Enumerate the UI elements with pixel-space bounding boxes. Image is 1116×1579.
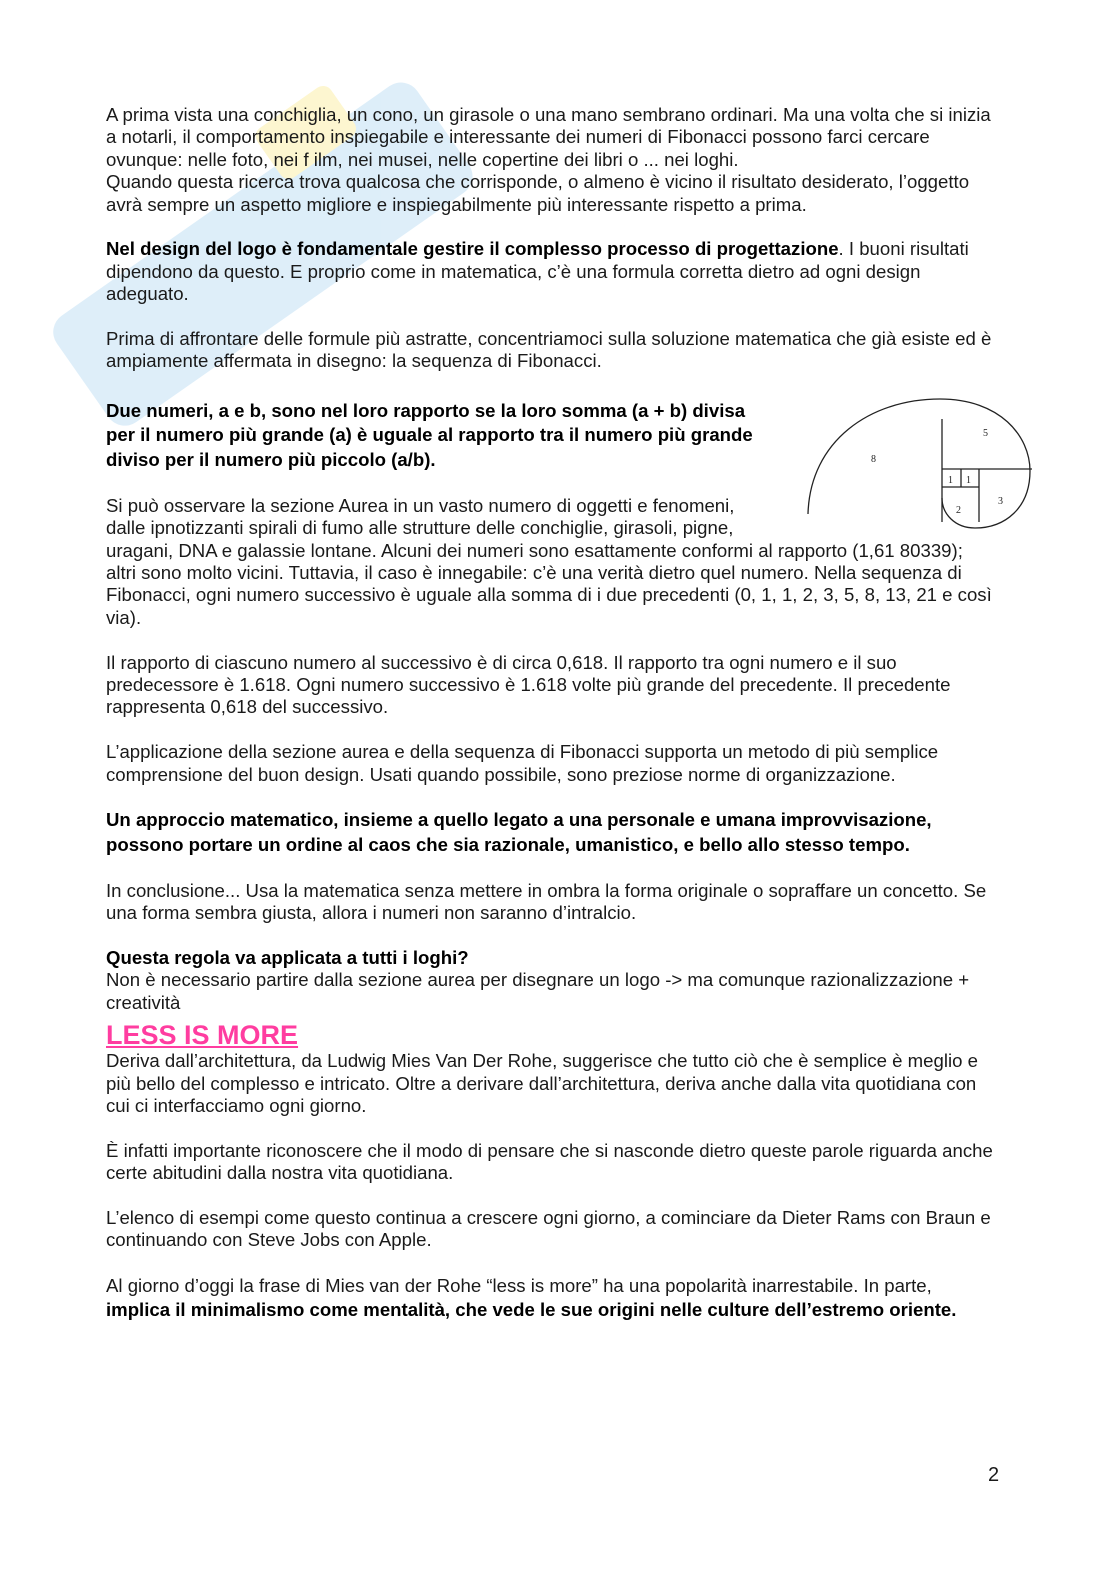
bold-text: Due numeri, a e b, sono nel loro rapporto se la loro somma (a + b) divisa per il numero più grande (a) è uguale al rapporto tra il numero più grande diviso per il numero più piccolo (a/b). (106, 399, 753, 470)
paragraph: L’elenco di esempi come questo continua a crescere ogni giorno, a cominciare da Dieter Rams con Braun e continuando con Steve Jobs con Apple. (106, 1207, 991, 1251)
spiral-label-1b: 1 (966, 475, 971, 486)
paragraph: L’applicazione della sezione aurea e della sequenza di Fibonacci supporta un metodo di più semplice comprensione del buon design. Usati quando possibile, sono preziose norme di organizzazione. (106, 741, 939, 785)
spiral-label-2: 2 (956, 505, 961, 516)
paragraph-heading (106, 947, 996, 969)
paragraph (106, 1274, 996, 1322)
paragraph (106, 238, 996, 305)
paragraph: Deriva dall’architettura, da Ludwig Mies Van Der Rohe, suggerisce che tutto ciò che è semplice è meglio e più bello del complesso e intricato. Oltre a derivare dall’architettura, deriva anche dalla vita quotidiana con cui ci interfacciamo ogni giorno. (106, 1050, 978, 1116)
paragraph (106, 808, 996, 857)
paragraph: Il rapporto di ciascuno numero al successivo è di circa 0,618. Il rapporto tra ogni numero e il suo predecessore è 1.618. Ogni numero successivo è 1.618 volte più grande del precedente. Il precedente rappresenta 0,618 del successivo. (106, 651, 951, 718)
text: . I buoni risultati dipendono da questo. E proprio come in matematica, c’è una formula corretta dietro ad ogni design adeguato. (106, 238, 969, 305)
page-number: 2 (988, 1464, 1000, 1486)
paragraph: A prima vista una conchiglia, un cono, un girasole o una mano sembrano ordinari. Ma una volta che si inizia a notarli, il comportamento inspiegabile e interessante dei numeri di Fibonacci possono farci cercare ovunque: nelle foto, nei f ilm, nei musei, nelle copertine dei libri o ... nei loghi. (106, 104, 991, 170)
figure-spacer (760, 399, 996, 529)
spiral-label-5: 5 (983, 428, 988, 439)
bold-text: Nel design del logo è fondamentale gestire il complesso processo di progettazione (106, 238, 839, 260)
spiral-label-1a: 1 (948, 475, 953, 486)
spiral-label-3: 3 (998, 496, 1003, 507)
text: Al giorno d’oggi la frase di Mies van der Rohe “less is more” ha una popolarità inarrestabile. In parte, (106, 1275, 932, 1297)
document-body (106, 104, 996, 1345)
paragraph: In conclusione... Usa la matematica senza mettere in ombra la forma originale o sopraffare un concetto. Se una forma sembra giusta, allora i numeri non saranno d’intralcio. (106, 879, 987, 924)
paragraph: È infatti importante riconoscere che il modo di pensare che si nasconde dietro queste parole riguarda anche certe abitudini dalla nostra vita quotidiana. (106, 1139, 993, 1184)
paragraph: Si può osservare la sezione Aurea in un vasto numero di oggetti e fenomeni, dalle ipnotizzanti spirali di fumo alle strutture delle conchiglie, girasoli, pigne, uragani, DNA e galassie lontane. Alcuni dei numeri sono esattamente conformi al rapporto (1,61 80339); altri sono molto vicini. Tuttavia, il caso è innegabile: c’è una verità dietro quel numero. Nella sequenza di Fibonacci, ogni numero successivo è uguale alla somma di i due precedenti (0, 1, 1, 2, 3, 5, 8, 13, 21 e così via). (106, 494, 992, 628)
paragraph: Non è necessario partire dalla sezione aurea per disegnare un logo -> ma comunque razionalizzazione + creatività (106, 969, 970, 1013)
spiral-label-8: 8 (871, 454, 876, 465)
paragraph: Prima di affrontare delle formule più astratte, concentriamoci sulla soluzione matematica che già esiste ed è ampiamente affermata in disegno: la sequenza di Fibonacci. (106, 328, 992, 372)
bold-text: implica il minimalismo come mentalità, che vede le sue origini nelle culture dell’estremo oriente. (106, 1299, 957, 1321)
bold-text: Questa regola va applicata a tutti i loghi? (106, 946, 469, 968)
section-heading: LESS IS MORE (106, 1020, 299, 1051)
paragraph: Quando questa ricerca trova qualcosa che corrisponde, o almeno è vicino il risultato desiderato, l’oggetto avrà sempre un aspetto migliore e inspiegabilmente più interessante rispetto a prima. (106, 171, 970, 215)
bold-text: Un approccio matematico, insieme a quello legato a una personale e umana improvvisazione, possono portare un ordine al caos che sia razionale, umanistico, e bello allo stesso tempo. (106, 809, 932, 855)
